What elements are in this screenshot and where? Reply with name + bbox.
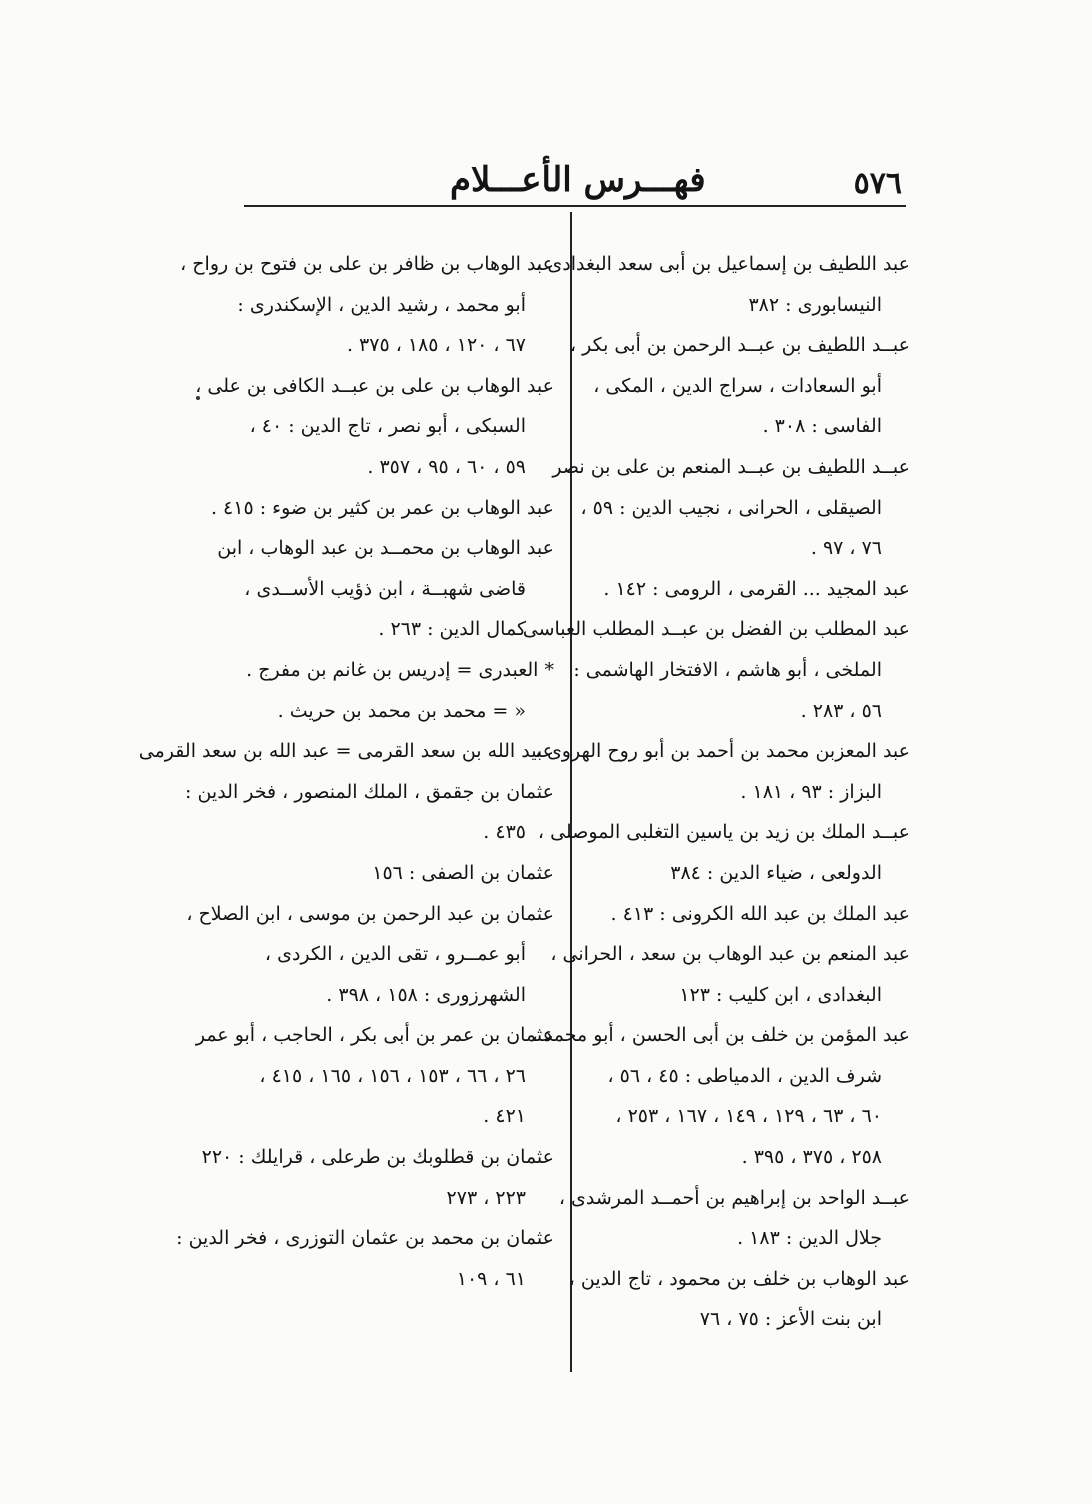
index-entry-line: عبد الوهاب بن محمــد بن عبد الوهاب ، ابن (217, 537, 554, 560)
header-rule (244, 205, 906, 207)
index-entry-line: عبيد الله بن سعد القرمى = عبد الله بن سعد القرمى (138, 740, 554, 763)
index-entry-line: عبد الوهاب بن خلف بن محمود ، تاج الدين ، (568, 1267, 910, 1290)
index-entry-line: ٢٦ ، ٦٦ ، ١٥٣ ، ١٥٦ ، ١٦٥ ، ٤١٥ ، (259, 1064, 526, 1087)
index-entry-line: الشهرزورى : ١٥٨ ، ٣٩٨ . (326, 983, 526, 1006)
index-entry-line: أبو محمد ، رشيد الدين ، الإسكندرى : (237, 293, 526, 316)
index-entry-line: عبد المجيد ... القرمى ، الرومى : ١٤٢ . (603, 577, 910, 600)
index-entry-line: * العبدرى = إدريس بن غانم بن مفرج . (246, 658, 554, 681)
index-entry-line: عبد الملك بن عبد الله الكرونى : ٤١٣ . (610, 902, 910, 925)
index-entry-line: عبد المؤمن بن خلف بن أبى الحسن ، أبو محمد ، (531, 1024, 910, 1047)
index-entry-line: البزاز : ٩٣ ، ١٨١ . (740, 780, 882, 803)
index-entry-line: ٦٧ ، ١٢٠ ، ١٨٥ ، ٣٧٥ . (346, 334, 526, 357)
index-entry-line: عبد المنعم بن عبد الوهاب بن سعد ، الحرانى ، (550, 943, 910, 966)
index-entry-line: عبد اللطيف بن إسماعيل بن أبى سعد البغدادى ، (535, 253, 910, 275)
index-entry-line: عثمان بن الصفى : ١٥٦ (372, 861, 554, 884)
index-entry-line: ٧٦ ، ٩٧ . (810, 537, 882, 560)
index-entry-line: ٤٣٥ . (483, 821, 526, 844)
index-entry-line: ٥٦ ، ٢٨٣ . (800, 699, 882, 722)
index-entry-line: شرف الدين ، الدمياطى : ٤٥ ، ٥٦ ، (607, 1064, 882, 1087)
index-entry-line: الملخى ، أبو هاشم ، الافتخار الهاشمى : (573, 658, 882, 681)
index-entry-line: عثمان بن عمر بن أبى بكر ، الحاجب ، أبو عمر (195, 1024, 554, 1047)
page-number: ٥٧٦ (853, 166, 902, 201)
index-entry-line: عثمان بن محمد بن عثمان التوزرى ، فخر الدين : (176, 1227, 554, 1250)
page-header (0, 0, 1092, 210)
index-entry-line: عبــد الواحد بن إبراهيم بن أحمــد المرشدى ، (558, 1186, 910, 1209)
index-entry-line: ٤٢١ . (483, 1105, 526, 1128)
index-entry-line: عبد الوهاب بن ظافر بن على بن فتوح بن رواح ، (180, 253, 554, 275)
index-entry-line: النيسابورى : ٣٨٢ (748, 293, 882, 316)
index-entry-line: عبــد الملك بن زيد بن ياسين التغلبى الموصلى ، (537, 821, 910, 844)
index-entry-line: عثمان بن عبد الرحمن بن موسى ، ابن الصلاح ، (186, 902, 554, 925)
index-entry-line: عبد المعزبن محمد بن أحمد بن أبو روح الهروى ، (534, 740, 910, 763)
index-entry-line: ٦١ ، ١٠٩ (456, 1267, 526, 1290)
index-entry-line: عبــد اللطيف بن عبــد المنعم بن على بن نصر (552, 455, 910, 478)
index-entry-line: ٢٢٣ ، ٢٧٣ (446, 1186, 526, 1209)
index-entry-line: أبو السعادات ، سراج الدين ، المكى ، (593, 374, 882, 397)
index-entry-line: ٦٠ ، ٦٣ ، ١٢٩ ، ١٤٩ ، ١٦٧ ، ٢٥٣ ، (615, 1105, 882, 1128)
index-entry-line: جلال الدين : ١٨٣ . (737, 1227, 882, 1250)
index-entry-line: عثمان بن جقمق ، الملك المنصور ، فخر الدين : (185, 780, 554, 803)
index-entry-line: ٢٥٨ ، ٣٧٥ ، ٣٩٥ . (741, 1146, 882, 1169)
index-entry-line: أبو عمــرو ، تقى الدين ، الكردى ، (264, 943, 526, 966)
index-entry-line: الدولعى ، ضياء الدين : ٣٨٤ (670, 861, 882, 884)
index-entry-line: ابن بنت الأعز : ٧٥ ، ٧٦ (699, 1308, 882, 1331)
index-entry-line: عبــد اللطيف بن عبــد الرحمن بن أبى بكر ، (569, 334, 910, 357)
index-entry-line: كمال الدين : ٢٦٣ . (378, 618, 526, 641)
index-entry-line: الفاسى : ٣٠٨ . (762, 415, 882, 438)
index-entry-line: عبد المطلب بن الفضل بن عبــد المطلب العباسى (522, 618, 910, 641)
index-entry-line: عبد الوهاب بن عمر بن كثير بن ضوء : ٤١٥ . (210, 496, 554, 519)
index-entry-line: « = محمد بن محمد بن حريث . (277, 699, 526, 722)
index-column-left (138, 244, 554, 1299)
index-entry-line: البغدادى ، ابن كليب : ١٢٣ (679, 983, 882, 1006)
index-entry-line: الصيقلى ، الحرانى ، نجيب الدين : ٥٩ ، (580, 496, 882, 519)
running-title: فهـــرس الأعـــلام (450, 160, 706, 200)
index-entry-line: قاضى شهبــة ، ابن ذؤيب الأســدى ، (244, 577, 526, 600)
index-entry-line: عثمان بن قطلوبك بن طرعلى ، قرايلك : ٢٢٠ (201, 1146, 554, 1169)
index-entry-line: عبد الوهاب بن على بن عبــد الكافى بن على ، (195, 374, 554, 397)
index-column-right (522, 244, 910, 1340)
index-entry-line: ٥٩ ، ٦٠ ، ٩٥ ، ٣٥٧ . (367, 455, 526, 478)
index-entry-line: السبكى ، أبو نصر ، تاج الدين : ٤٠ ، (249, 415, 526, 438)
